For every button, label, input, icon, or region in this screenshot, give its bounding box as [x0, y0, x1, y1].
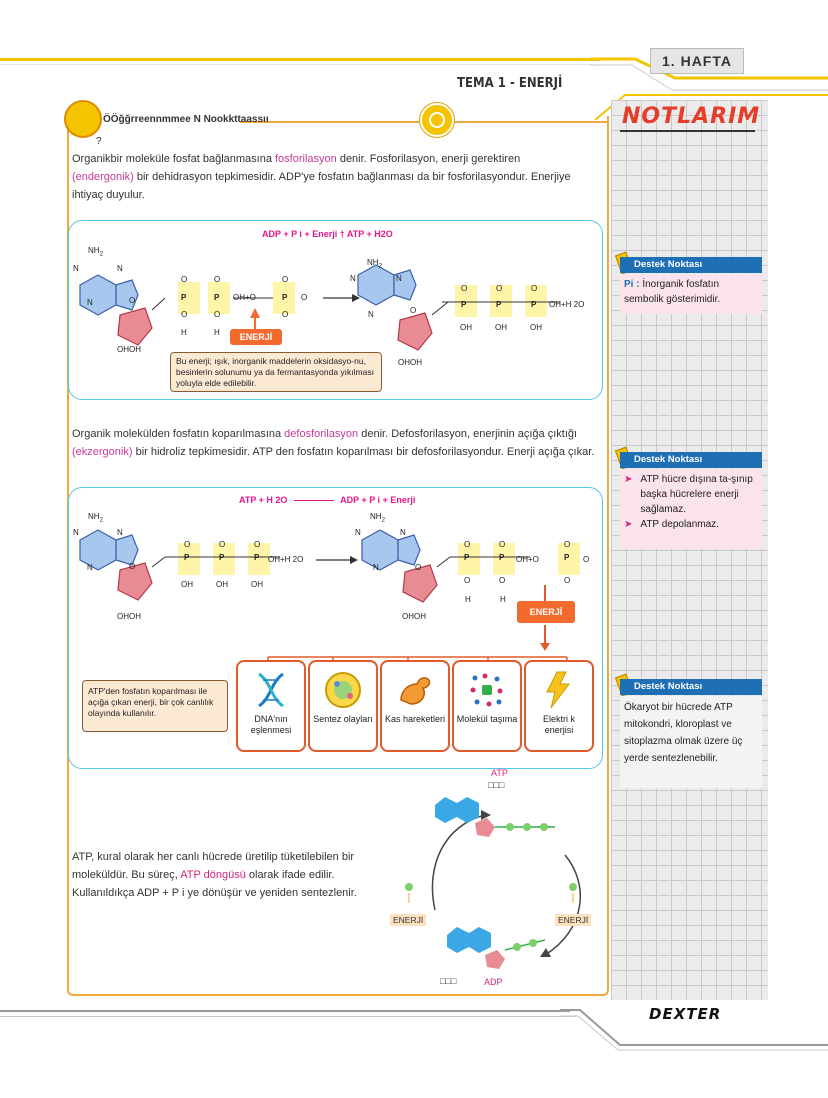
o-label: O — [564, 576, 571, 585]
n-label: N — [87, 563, 93, 572]
tile-kas — [380, 660, 450, 752]
footer-line — [0, 1010, 570, 1012]
oh-label: OH — [251, 580, 263, 589]
molecule-icon — [467, 670, 507, 710]
o-label: O — [564, 540, 571, 549]
nh2-label-3: $NH_2$ — [88, 512, 103, 524]
pi-text: İnorganik fosfatın sembolik gösterimidir. — [624, 279, 721, 305]
footer-line — [0, 1016, 575, 1017]
n-label: N — [350, 274, 356, 283]
adp-label: ADP — [484, 977, 503, 987]
oh-label: OH — [530, 323, 542, 332]
energy-source-note: Bu enerji; ışık, inorganik maddelerin oksidasyo-nu, besinlerin solunumu ya da fermantasyonda yıkılması yoluyla elde edilebilir. — [170, 352, 382, 392]
o-label: O — [181, 310, 188, 319]
atp-label: ATP — [491, 768, 508, 778]
tile-dna — [236, 660, 306, 752]
o-label: O — [531, 284, 538, 293]
p1-text-3: bir dehidrasyon tepkimesidir. ADP'ye fosfatın bağlanması da bir fosforilasyondur. Enerjiye ihtiyaç duyulur. — [72, 171, 571, 201]
o-label: O — [282, 275, 289, 284]
p2-text-3: bir hidroliz tepkimesidir. ATP den fosfatın koparılması bir defosforilasyondur. Enerji açığa çıkar. — [132, 446, 595, 458]
eq2-left: ATP + H 2O — [239, 495, 288, 505]
p-label: P — [214, 293, 220, 302]
section-title: ÖÖğğrreennmmee N Nookkttaassıı — [103, 114, 269, 125]
o-label: O — [129, 562, 136, 571]
o-label: O — [254, 540, 261, 549]
o-label: O — [219, 540, 226, 549]
h-label: H — [500, 595, 506, 604]
o-label: O — [464, 540, 471, 549]
o-label: O — [499, 576, 506, 585]
o-label: O — [184, 540, 191, 549]
n-label: N — [73, 264, 79, 273]
o-label: O — [181, 275, 188, 284]
notes-sidebar — [611, 100, 768, 1000]
tile-label: Kas hareketleri — [384, 714, 446, 724]
brand-logo: DEXTER — [649, 1005, 722, 1023]
energy-left-label: ENERJİ — [390, 914, 426, 926]
p-label: P — [219, 553, 225, 562]
play-icon[interactable] — [420, 103, 454, 137]
destek-body-1 — [620, 274, 762, 314]
term-endergonik: (endergonik) — [72, 171, 134, 183]
paragraph-fosforilasyon — [72, 150, 602, 204]
n-label: N — [400, 528, 406, 537]
cell-icon — [323, 670, 363, 710]
pi-symbol: Pi : — [624, 279, 640, 290]
dna-icon — [251, 670, 291, 710]
oh-label: OH — [495, 323, 507, 332]
term-defosforilasyon: defosforilasyon — [284, 428, 359, 440]
p-label: P — [461, 300, 467, 309]
o-label: O — [410, 306, 417, 315]
phosphorylation-equation: ADP + P i + Enerji † ATP + H2O — [262, 229, 393, 239]
n-label: N — [73, 528, 79, 537]
energy-right-label: ENERJİ — [555, 914, 591, 926]
note-item: ATP hücre dışına ta-şınıp başka hücrelere enerji sağlamaz. — [640, 474, 753, 515]
header-line-thin — [0, 64, 595, 65]
destek-body-2 — [620, 469, 762, 549]
h-label: H — [214, 328, 220, 337]
o-label: O — [499, 540, 506, 549]
tile-molekul — [452, 660, 522, 752]
n-label: N — [117, 264, 123, 273]
oh-label: OH — [216, 580, 228, 589]
bullet-icon: ➤ — [624, 474, 633, 485]
p2-text-2: denir. Defosforilasyon, enerjinin açığa çıktığı — [358, 428, 578, 440]
n-label: N — [355, 528, 361, 537]
right-end-label-2: OH+O — [516, 555, 539, 564]
energy-label-1: ENERJİ — [230, 329, 282, 345]
header-line-long — [0, 58, 600, 61]
p3-text-1: ATP, kural olarak her canlı hücrede üretilip tüketilebilen bir moleküldür. Bu süreç, — [72, 851, 355, 881]
bullet-icon: ➤ — [624, 519, 633, 530]
left-end-label: OH+O — [233, 293, 256, 302]
question-mark: ? — [96, 136, 102, 147]
ohoh-label: OHOH — [117, 345, 141, 354]
p1-text-2: denir. Fosforilasyon, enerji gerektiren — [336, 153, 521, 165]
energy-label-2: ENERJİ — [517, 601, 575, 623]
p-label: P — [564, 553, 570, 562]
tile-label: Molekül taşıma — [456, 714, 518, 724]
atp-cycle-diagram — [395, 785, 605, 990]
ohoh-label: OHOH — [117, 612, 141, 621]
tile-elektrik — [524, 660, 594, 752]
o-label: O — [496, 284, 503, 293]
ohoh-label: OHOH — [402, 612, 426, 621]
p-label: P — [181, 293, 187, 302]
oh-label: OH — [181, 580, 193, 589]
n-label: N — [87, 298, 93, 307]
h-label: H — [181, 328, 187, 337]
o-label: O — [282, 310, 289, 319]
o-label: O — [464, 576, 471, 585]
o-label: O — [129, 296, 136, 305]
tile-label: Elektri k enerjisi — [542, 714, 575, 735]
title-rule-right — [452, 121, 607, 123]
paragraph-atp-cycle — [72, 848, 392, 902]
week-badge: 1. HAFTA — [650, 48, 744, 74]
p-label: P — [499, 553, 505, 562]
dephosphorylation-equation — [239, 495, 415, 505]
left-end-label-2: OH+H 2O — [268, 555, 304, 564]
p-label: P — [254, 553, 260, 562]
destek-body-3: Ökaryot bir hücrede ATP mitokondri, kloroplast ve sitoplazma olmak üzere üç yerde sentezlenebilir. — [620, 696, 762, 788]
eq2-right: ADP + P i + Enerji — [340, 495, 416, 505]
destek-header-2: Destek Noktası — [620, 452, 762, 468]
term-ekzergonik: (ekzergonik) — [72, 446, 133, 458]
atp-sub-label: □□□ — [488, 780, 505, 790]
o-label: O — [214, 275, 221, 284]
ohoh-label: OHOH — [398, 358, 422, 367]
h-label: H — [465, 595, 471, 604]
energy-usage-note: ATP'den fosfatın koparılması ile açığa çıkan enerji, bir çok canlılık olayında kullanılır. — [82, 680, 228, 732]
destek-header-3: Destek Noktası — [620, 679, 762, 695]
p-label: P — [464, 553, 470, 562]
n-label: N — [368, 310, 374, 319]
oh-label: OH — [460, 323, 472, 332]
p-label: P — [496, 300, 502, 309]
nh2-label-4: $NH_2$ — [370, 512, 385, 524]
adp-sub-label: □□□ — [440, 976, 457, 986]
n-label: N — [373, 563, 379, 572]
mascot-icon — [64, 100, 102, 138]
p2-text-1: Organik molekülden fosfatın koparılmasına — [72, 428, 285, 440]
p-label: P — [184, 553, 190, 562]
dephosphorylation-diagram — [70, 505, 600, 675]
tile-label: DNA'nın eşlenmesi — [250, 714, 292, 735]
term-fosforilasyon: fosforilasyon — [275, 153, 337, 165]
right-end-label: OH+H 2O — [549, 300, 585, 309]
nh2-label-2: $NH_2$ — [367, 258, 382, 270]
nh2-label-1: $NH_2$ — [88, 246, 103, 258]
p-label: P — [282, 293, 288, 302]
notes-title: NOTLARIM — [622, 104, 761, 129]
notes-title-underline — [620, 130, 755, 132]
n-label: N — [396, 274, 402, 283]
p-label: P — [531, 300, 537, 309]
theme-title: TEMA 1 - ENERJİ — [457, 76, 563, 91]
term-atp-dongusu: ATP döngüsü — [180, 869, 246, 881]
p3-text-2: olarak ifade edilir. Kullanıldıkça ADP + P i ye dönüşür ve yeniden sentezlenir. — [72, 869, 357, 899]
n-label: N — [117, 528, 123, 537]
o-label: O — [214, 310, 221, 319]
o-label: O — [301, 293, 308, 302]
o-label: O — [415, 563, 422, 572]
tile-label: Sentez olayları — [313, 714, 373, 724]
tile-sentez — [308, 660, 378, 752]
note-item: ATP depolanmaz. — [640, 519, 719, 530]
o-label: O — [461, 284, 468, 293]
o-label: O — [583, 555, 590, 564]
lightning-icon — [539, 670, 579, 710]
p1-text-1: Organikbir moleküle fosfat bağlanmasına — [72, 153, 275, 165]
destek-header-1: Destek Noktası — [620, 257, 762, 273]
paragraph-defosforilasyon — [72, 425, 612, 461]
muscle-icon — [395, 670, 435, 710]
